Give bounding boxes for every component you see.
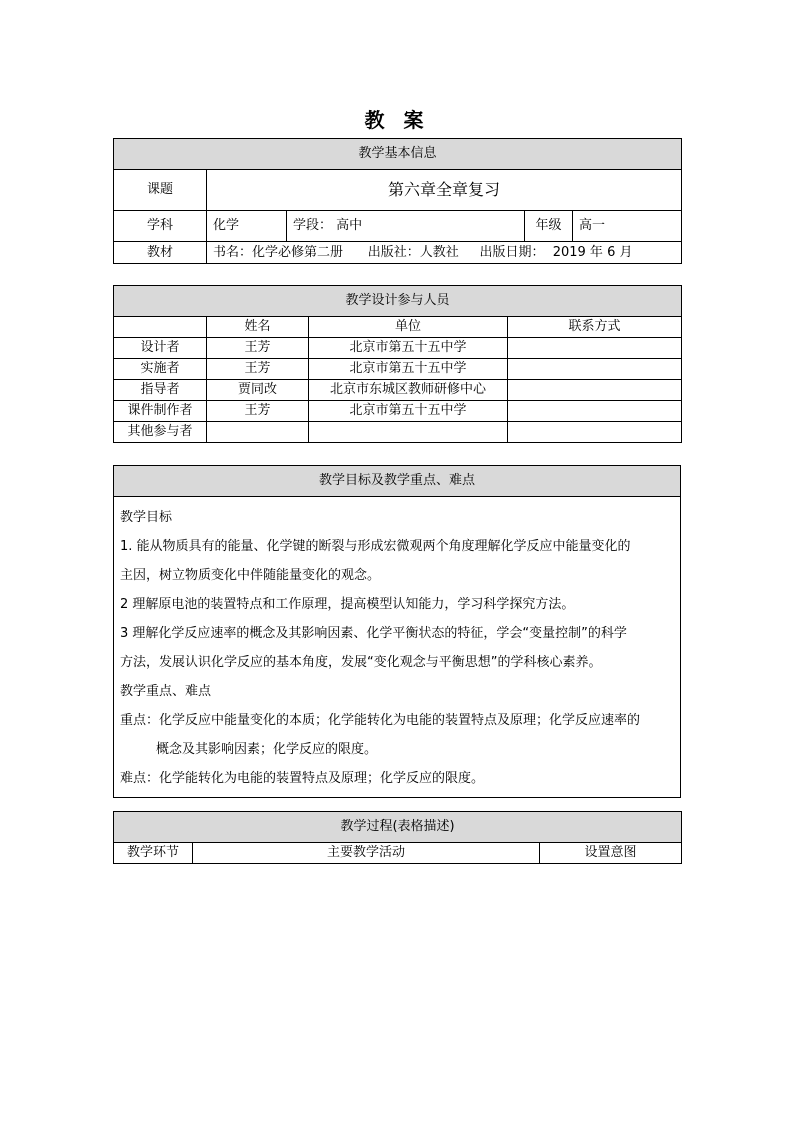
basic-info-header: 教学基本信息 — [114, 139, 682, 170]
unit-cell: 北京市第五十五中学 — [309, 359, 508, 380]
grade-value: 高一 — [573, 211, 682, 242]
contact-cell — [508, 380, 682, 401]
table-row — [114, 422, 682, 443]
stage-label: 学段： — [293, 218, 333, 234]
goal-3-line-1: 3 理解化学反应速率的概念及其影响因素、化学平衡状态的特征，学会“变量控制”的科学 — [120, 626, 627, 641]
textbook-value: 书名：化学必修第二册 出版社：人教社 出版日期： 2019 年 6 月 — [207, 242, 682, 264]
unit-cell: 北京市东城区教师研修中心 — [309, 380, 508, 401]
role-cell: 指导者 — [114, 380, 207, 401]
topic-label: 课题 — [114, 170, 207, 211]
stage-cell — [287, 211, 525, 242]
role-cell: 设计者 — [114, 338, 207, 359]
unit-cell: 北京市第五十五中学 — [309, 401, 508, 422]
unit-cell — [309, 422, 508, 443]
contact-cell — [508, 359, 682, 380]
page-title: 教 案 — [364, 108, 430, 132]
process-table — [113, 811, 682, 864]
contact-cell — [508, 422, 682, 443]
table-row — [114, 359, 682, 380]
participants-header: 教学设计参与人员 — [114, 286, 682, 317]
name-cell: 王芳 — [207, 359, 309, 380]
objectives-body — [114, 497, 681, 798]
name-cell — [207, 422, 309, 443]
subject-label: 学科 — [114, 211, 207, 242]
contact-cell — [508, 401, 682, 422]
contact-cell — [508, 338, 682, 359]
goal-heading: 教学目标 — [120, 510, 173, 525]
role-cell: 课件制作者 — [114, 401, 207, 422]
grade-label: 年级 — [525, 211, 573, 242]
name-cell: 贾同改 — [207, 380, 309, 401]
column-header: 主要教学活动 — [193, 843, 540, 864]
stage-value: 高中 — [336, 218, 363, 234]
role-cell: 实施者 — [114, 359, 207, 380]
topic-value: 第六章全章复习 — [207, 170, 682, 211]
process-header: 教学过程(表格描述) — [114, 812, 682, 843]
table-row — [114, 380, 682, 401]
objectives-table — [113, 465, 681, 798]
role-cell: 其他参与者 — [114, 422, 207, 443]
difficulty-points: 难点：化学能转化为电能的装置特点及原理；化学反应的限度。 — [120, 771, 485, 786]
basic-info-table — [113, 138, 682, 264]
subject-value: 化学 — [207, 211, 287, 242]
column-header: 单位 — [309, 317, 508, 338]
participants-table — [113, 285, 682, 443]
goal-3-line-2: 方法，发展认识化学反应的基本角度，发展“变化观念与平衡思想”的学科核心素养。 — [120, 655, 602, 670]
goal-1-line-1: 1. 能从物质具有的能量、化学键的断裂与形成宏微观两个角度理解化学反应中能量变化的 — [120, 539, 631, 554]
name-cell: 王芳 — [207, 338, 309, 359]
column-header: 联系方式 — [508, 317, 682, 338]
textbook-label: 教材 — [114, 242, 207, 264]
column-header: 教学环节 — [114, 843, 193, 864]
key-points-line-1: 重点：化学反应中能量变化的本质；化学能转化为电能的装置特点及原理；化学反应速率的 — [120, 713, 641, 728]
table-row — [114, 401, 682, 422]
column-header: 设置意图 — [540, 843, 682, 864]
unit-cell: 北京市第五十五中学 — [309, 338, 508, 359]
column-header — [114, 317, 207, 338]
name-cell: 王芳 — [207, 401, 309, 422]
key-points-line-2: 概念及其影响因素；化学反应的限度。 — [156, 742, 378, 757]
key-heading: 教学重点、难点 — [120, 684, 212, 699]
table-row — [114, 338, 682, 359]
objectives-header: 教学目标及教学重点、难点 — [114, 466, 681, 497]
goal-1-line-2: 主因，树立物质变化中伴随能量变化的观念。 — [120, 568, 381, 583]
goal-2: 2 理解原电池的装置特点和工作原理，提高模型认知能力，学习科学探究方法。 — [120, 597, 575, 612]
column-header: 姓名 — [207, 317, 309, 338]
